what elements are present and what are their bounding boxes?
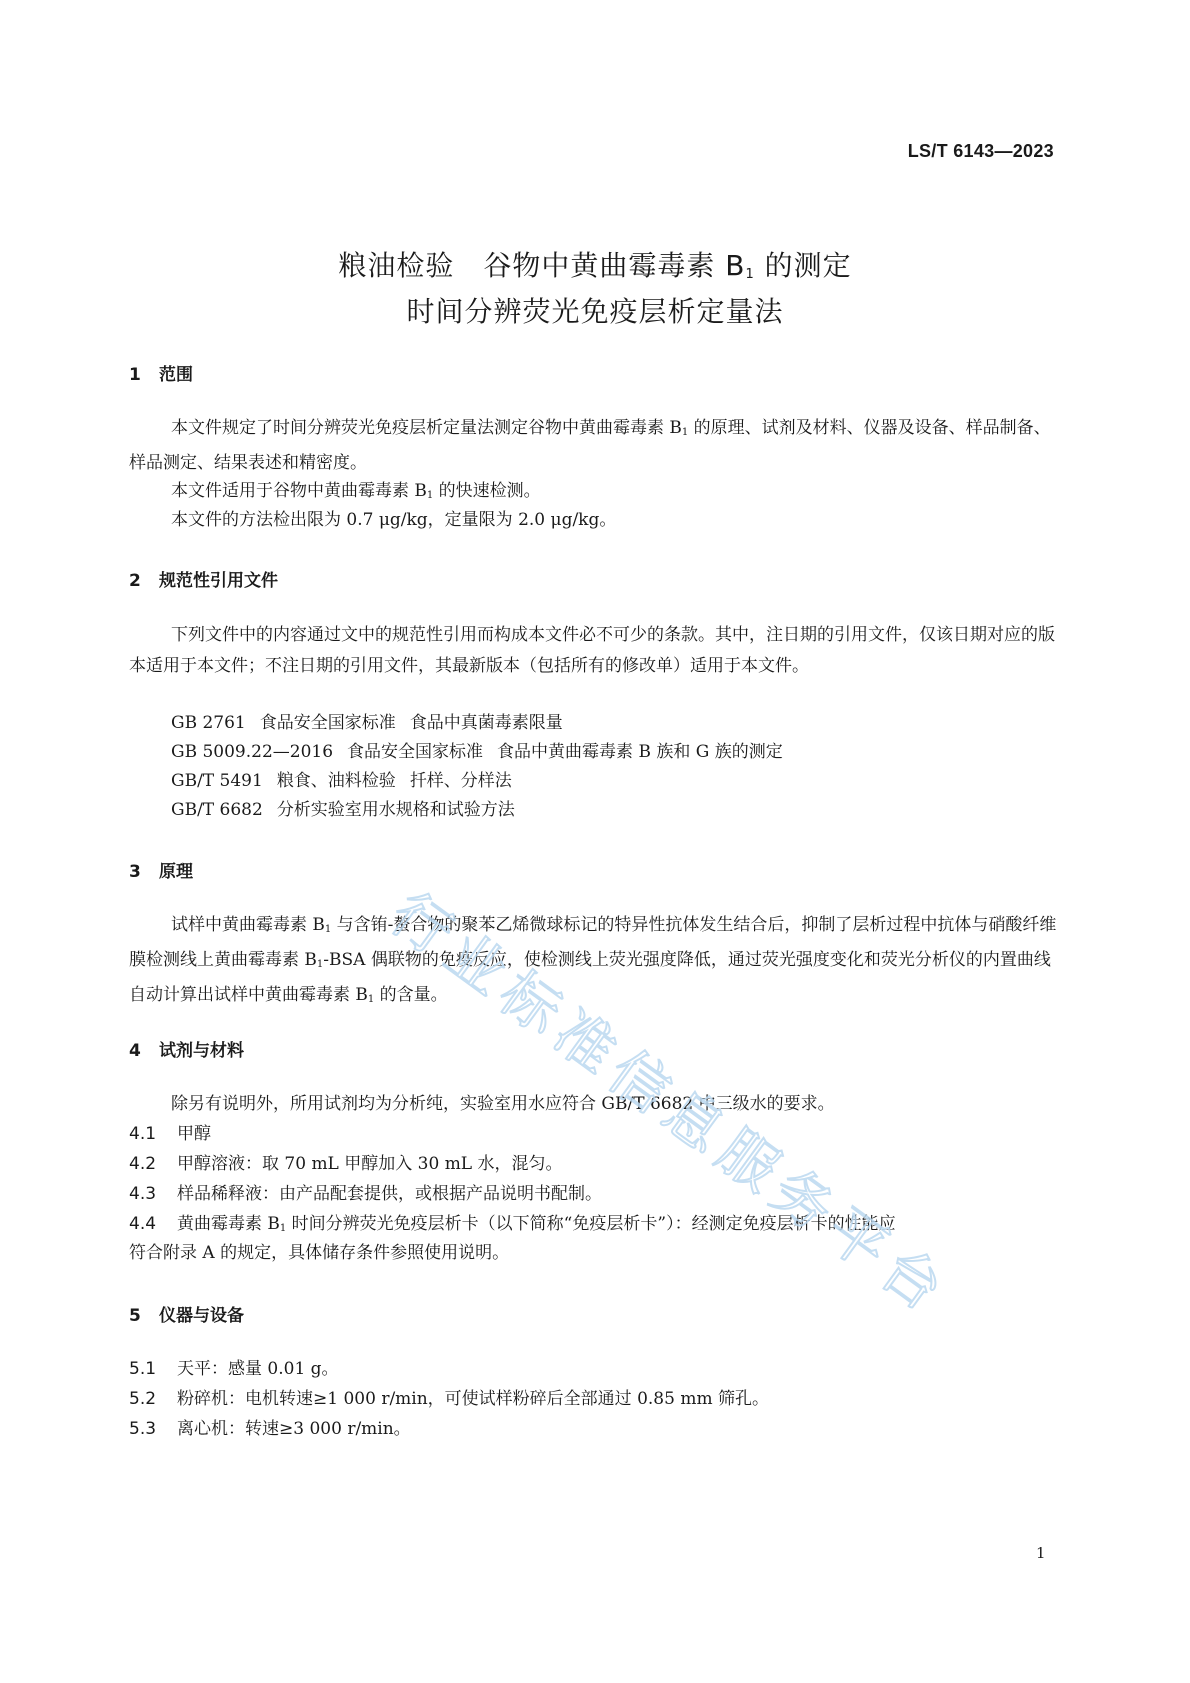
text-run: 本文件规定了时间分辨荧光免疫层析定量法测定谷物中黄曲霉毒素 B bbox=[171, 418, 682, 438]
watermark-char: 行 bbox=[378, 879, 466, 969]
title-line1-prefix: 粮油检验 谷物中黄曲霉毒素 B bbox=[338, 249, 746, 282]
reference-item bbox=[171, 766, 512, 797]
references-paragraph: 下列文件中的内容通过文中的规范性引用而构成本文件必不可少的条款。其中，注日期的引用文件，仅该日期对应的版本适用于本文件；不注日期的引用文件，其最新版本（包括所有的修改单）适用于本文件。 bbox=[129, 625, 1055, 676]
section-number: 1 bbox=[129, 365, 141, 385]
standard-code: LS/T 6143—2023 bbox=[907, 141, 1054, 161]
section-title: 试剂与材料 bbox=[159, 1041, 244, 1061]
watermark-char: 息 bbox=[650, 1076, 738, 1166]
section-heading-reagents bbox=[129, 1036, 244, 1061]
clause-text: 黄曲霉毒素 B bbox=[177, 1214, 280, 1234]
text-run: -BSA 偶联物的免疫反应，使检测线上荧光强度降低，通过荧光强度变化和荧光分析仪的内置曲线自动计算出试样中黄曲霉毒素 B bbox=[129, 950, 1051, 1005]
section-title: 仪器与设备 bbox=[159, 1306, 244, 1326]
text-run: 本文件适用于谷物中黄曲霉毒素 B bbox=[171, 481, 427, 501]
reagents-paragraph: 除另有说明外，所用试剂均为分析纯，实验室用水应符合 GB/T 6682 中三级水的要求。 bbox=[171, 1094, 835, 1114]
clause-number: 4.4 bbox=[129, 1214, 157, 1234]
subscript: 1 bbox=[426, 490, 434, 501]
clause-item bbox=[129, 1384, 769, 1415]
watermark-char: 服 bbox=[704, 1115, 792, 1206]
clause-text: 样品稀释液：由产品配套提供，或根据产品说明书配制。 bbox=[177, 1184, 602, 1204]
text-run: 的原理、试剂及材料、仪器及设备、样品制备、样品测定、结果表述和精密度。 bbox=[129, 418, 1051, 473]
watermark-char: 信 bbox=[596, 1037, 683, 1127]
text-run: 与含铕-螯合物的聚苯乙烯微球标记的特异性抗体发生结合后，抑制了层析过程中抗体与硝酸纤维膜检测线上黄曲霉毒素 B bbox=[129, 915, 1057, 970]
reference-title-part1: 粮食、油料检验 bbox=[276, 771, 396, 791]
subscript: 1 bbox=[681, 427, 689, 438]
clause-number: 4.1 bbox=[129, 1124, 157, 1144]
page-number: 1 bbox=[1036, 1544, 1046, 1562]
clause-continuation: 符合附录 A 的规定，具体储存条件参照使用说明。 bbox=[129, 1243, 510, 1263]
text-run: 试样中黄曲霉毒素 B bbox=[171, 915, 325, 935]
principle-paragraph bbox=[129, 910, 1059, 1015]
reference-item bbox=[171, 708, 563, 739]
clause-number: 5.1 bbox=[129, 1359, 157, 1379]
section-heading-scope bbox=[129, 360, 193, 385]
clause-number: 4.3 bbox=[129, 1184, 157, 1204]
clause-item bbox=[129, 1119, 211, 1150]
clause-number: 5.3 bbox=[129, 1419, 157, 1439]
section-number: 4 bbox=[129, 1041, 141, 1061]
clause-text: 甲醇 bbox=[177, 1124, 211, 1144]
section-number: 3 bbox=[129, 862, 141, 882]
clause-text: 离心机：转速≥3 000 r/min。 bbox=[177, 1419, 411, 1439]
reference-item bbox=[171, 737, 783, 768]
text-run: 的快速检测。 bbox=[433, 481, 541, 501]
scope-paragraph-1 bbox=[129, 413, 1059, 479]
title-line1-suffix: 的测定 bbox=[754, 249, 852, 282]
section-number: 2 bbox=[129, 571, 141, 591]
document-title-line2: 时间分辨荧光免疫层析定量法 bbox=[406, 295, 784, 328]
clause-number: 4.2 bbox=[129, 1154, 157, 1174]
clause-item bbox=[129, 1179, 602, 1210]
reference-code: GB/T 5491 bbox=[171, 771, 263, 791]
clause-item bbox=[129, 1354, 339, 1385]
reference-title-part2: 扦样、分样法 bbox=[409, 771, 512, 791]
subscript: 1 bbox=[367, 994, 375, 1005]
section-title: 规范性引用文件 bbox=[159, 571, 278, 591]
clause-text: 时间分辨荧光免疫层析卡（以下简称“免疫层析卡”）：经测定免疫层析卡的性能应 bbox=[286, 1214, 896, 1234]
clause-number: 5.2 bbox=[129, 1389, 157, 1409]
clause-text: 天平：感量 0.01 g。 bbox=[177, 1359, 339, 1379]
watermark-char: 台 bbox=[868, 1234, 956, 1324]
clause-item bbox=[129, 1149, 563, 1180]
title-line1-subscript: 1 bbox=[745, 267, 755, 282]
section-number: 5 bbox=[129, 1306, 141, 1326]
section-heading-normative-references bbox=[129, 566, 278, 591]
clause-text: 甲醇溶液：取 70 mL 甲醇加入 30 mL 水，混匀。 bbox=[177, 1154, 563, 1174]
watermark-char: 务 bbox=[759, 1155, 847, 1245]
watermark-char: 标 bbox=[487, 958, 575, 1048]
reference-title-part1: 分析实验室用水规格和试验方法 bbox=[276, 800, 515, 820]
reference-title-part1: 食品安全国家标准 bbox=[347, 742, 484, 762]
clause-text: 粉碎机：电机转速≥1 000 r/min，可使试样粉碎后全部通过 0.85 mm 筛孔。 bbox=[177, 1389, 769, 1409]
watermark-char: 业 bbox=[432, 918, 520, 1008]
section-title: 范围 bbox=[159, 365, 193, 385]
scope-paragraph-3: 本文件的方法检出限为 0.7 μg/kg，定量限为 2.0 μg/kg。 bbox=[171, 510, 617, 530]
subscript: 1 bbox=[279, 1223, 287, 1234]
subscript: 1 bbox=[324, 924, 332, 935]
section-heading-principle bbox=[129, 857, 193, 882]
reference-code: GB 5009.22—2016 bbox=[171, 742, 334, 762]
watermark-char: 准 bbox=[541, 997, 629, 1087]
watermark-char: 平 bbox=[813, 1194, 901, 1284]
document-title-line1 bbox=[0, 244, 1190, 284]
section-title: 原理 bbox=[159, 862, 193, 882]
reference-item bbox=[171, 795, 515, 826]
reference-title-part2: 食品中真菌毒素限量 bbox=[409, 713, 563, 733]
clause-item bbox=[129, 1414, 411, 1445]
reference-code: GB 2761 bbox=[171, 713, 246, 733]
reference-title-part1: 食品安全国家标准 bbox=[259, 713, 396, 733]
reference-code: GB/T 6682 bbox=[171, 800, 263, 820]
reference-title-part2: 食品中黄曲霉毒素 B 族和 G 族的测定 bbox=[497, 742, 783, 762]
section-heading-apparatus bbox=[129, 1301, 244, 1326]
text-run: 的含量。 bbox=[374, 985, 448, 1005]
subscript: 1 bbox=[316, 959, 324, 970]
